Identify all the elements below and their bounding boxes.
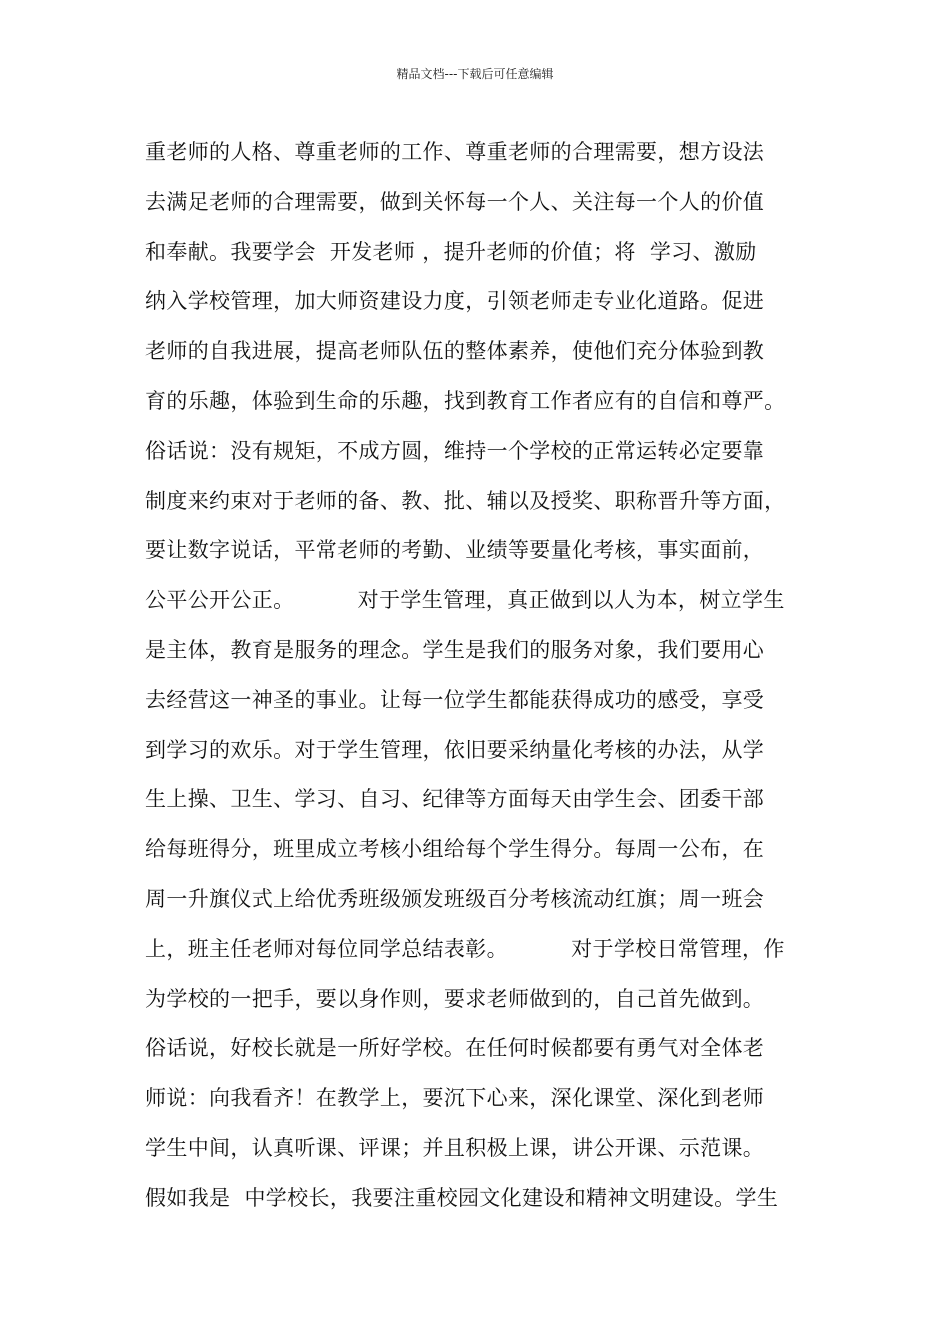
text-line: 到学习的欢乐。对于学生管理，依旧要采纳量化考核的办法，从学 bbox=[145, 737, 765, 762]
page-header: 精品文档---下载后可任意编辑 bbox=[396, 67, 554, 81]
text-line: 育的乐趣，体验到生命的乐趣，找到教育工作者应有的自信和尊严。 bbox=[145, 388, 786, 413]
text-line: 制度来约束对于老师的备、教、批、辅以及授奖、职称晋升等方面， bbox=[145, 488, 786, 513]
text-line: 重老师的人格、尊重老师的工作、尊重老师的合理需要，想方设法 bbox=[145, 140, 765, 164]
text-line: 纳入学校管理，加大师资建设力度，引领老师走专业化道路。促进 bbox=[145, 289, 765, 314]
body-text bbox=[145, 134, 825, 1230]
text-line: 要让数字说话，平常老师的考勤、业绩等要量化考核，事实面前， bbox=[145, 538, 765, 563]
text-line: 生上操、卫生、学习、自习、纪律等方面每天由学生会、团委干部 bbox=[145, 787, 765, 812]
text-line: 去经营这一神圣的事业。让每一位学生都能获得成功的感受，享受 bbox=[145, 687, 765, 712]
text-line: 和奉献。我要学会 开发老师 ，提升老师的价值；将 学习、激励 bbox=[145, 239, 757, 264]
text-line: 假如我是 中学校长，我要注重校园文化建设和精神文明建设。学生 bbox=[145, 1185, 779, 1210]
text-line: 是主体，教育是服务的理念。学生是我们的服务对象，我们要用心 bbox=[145, 637, 765, 662]
text-line: 老师的自我进展，提高老师队伍的整体素养，使他们充分体验到教 bbox=[145, 339, 765, 364]
text-line: 周一升旗仪式上给优秀班级颁发班级百分考核流动红旗；周一班会 bbox=[145, 886, 765, 911]
text-line: 俗话说：没有规矩，不成方圆，维持一个学校的正常运转必定要靠 bbox=[145, 438, 765, 463]
text-line: 公平公开公正。 对于学生管理，真正做到以人为本，树立学生 bbox=[145, 588, 785, 613]
text-line: 去满足老师的合理需要，做到关怀每一个人、关注每一个人的价值 bbox=[145, 189, 765, 214]
text-line: 师说：向我看齐！在教学上，要沉下心来，深化课堂、深化到老师 bbox=[145, 1086, 765, 1111]
text-line: 学生中间，认真听课、评课；并且积极上课，讲公开课、示范课。 bbox=[145, 1135, 765, 1160]
text-line: 为学校的一把手，要以身作则，要求老师做到的，自己首先做到。 bbox=[145, 986, 765, 1011]
text-line: 上，班主任老师对每位同学总结表彰。 对于学校日常管理，作 bbox=[145, 936, 785, 961]
text-line: 俗话说，好校长就是一所好学校。在任何时候都要有勇气对全体老 bbox=[145, 1036, 765, 1061]
text-line: 给每班得分，班里成立考核小组给每个学生得分。每周一公布，在 bbox=[145, 837, 765, 862]
